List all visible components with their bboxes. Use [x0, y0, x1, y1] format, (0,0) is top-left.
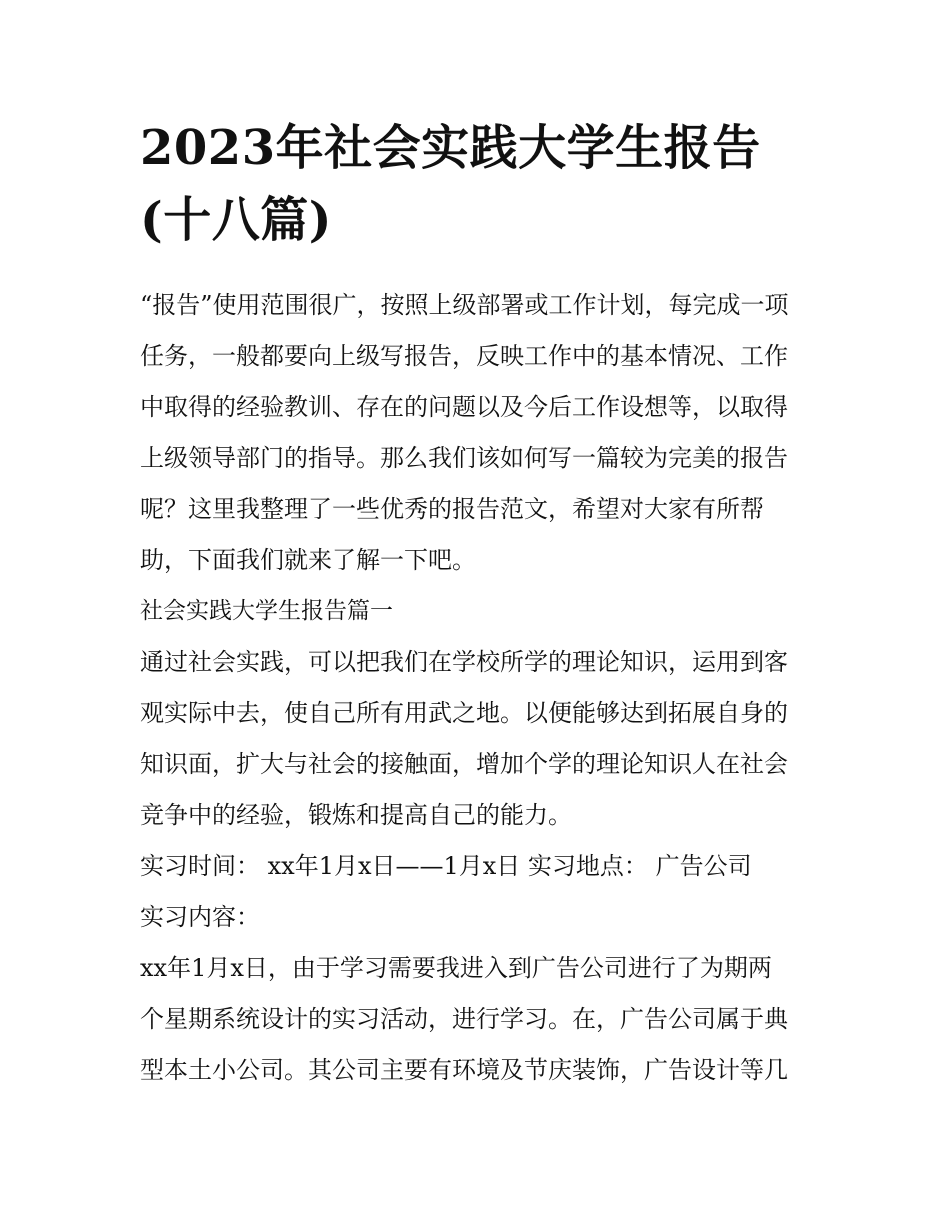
paragraph-line: 通过社会实践，可以把我们在学校所学的理论知识，运用到客	[140, 648, 788, 676]
paragraph-line: 观实际中去，使自己所有用武之地。以便能够达到拓展自身的	[140, 699, 788, 727]
intro-paragraph-line: 助，下面我们就来了解一下吧。	[140, 546, 476, 574]
paragraph-line: 个星期系统设计的实习活动，进行学习。在，广告公司属于典	[140, 1005, 788, 1033]
intro-paragraph-line: 中取得的经验教训、存在的问题以及今后工作设想等，以取得	[140, 393, 788, 421]
intro-paragraph-line: “报告”使用范围很广，按照上级部署或工作计划，每完成一项	[140, 291, 789, 319]
internship-info-line: 实习时间： xx年1月x日——1月x日 实习地点： 广告公司	[140, 852, 752, 880]
title-line: (十八篇)	[140, 192, 332, 248]
paragraph-line: xx年1月x日，由于学习需要我进入到广告公司进行了为期两	[140, 954, 772, 982]
internship-content-label: 实习内容：	[140, 903, 260, 931]
intro-paragraph-line: 任务，一般都要向上级写报告，反映工作中的基本情况、工作	[140, 342, 788, 370]
title-line: 2023年社会实践大学生报告	[140, 120, 761, 176]
paragraph-line: 型本土小公司。其公司主要有环境及节庆装饰，广告设计等几	[140, 1056, 788, 1084]
intro-paragraph-line: 上级领导部门的指导。那么我们该如何写一篇较为完美的报告	[140, 444, 788, 472]
document-body	[140, 280, 820, 1096]
section-heading: 社会实践大学生报告篇一	[140, 598, 393, 624]
intro-paragraph-line: 呢？这里我整理了一些优秀的报告范文，希望对大家有所帮	[140, 495, 764, 523]
paragraph-line: 竞争中的经验，锻炼和提高自己的能力。	[140, 801, 572, 829]
document-title	[140, 112, 820, 256]
paragraph-line: 知识面，扩大与社会的接触面，增加个学的理论知识人在社会	[140, 750, 788, 778]
